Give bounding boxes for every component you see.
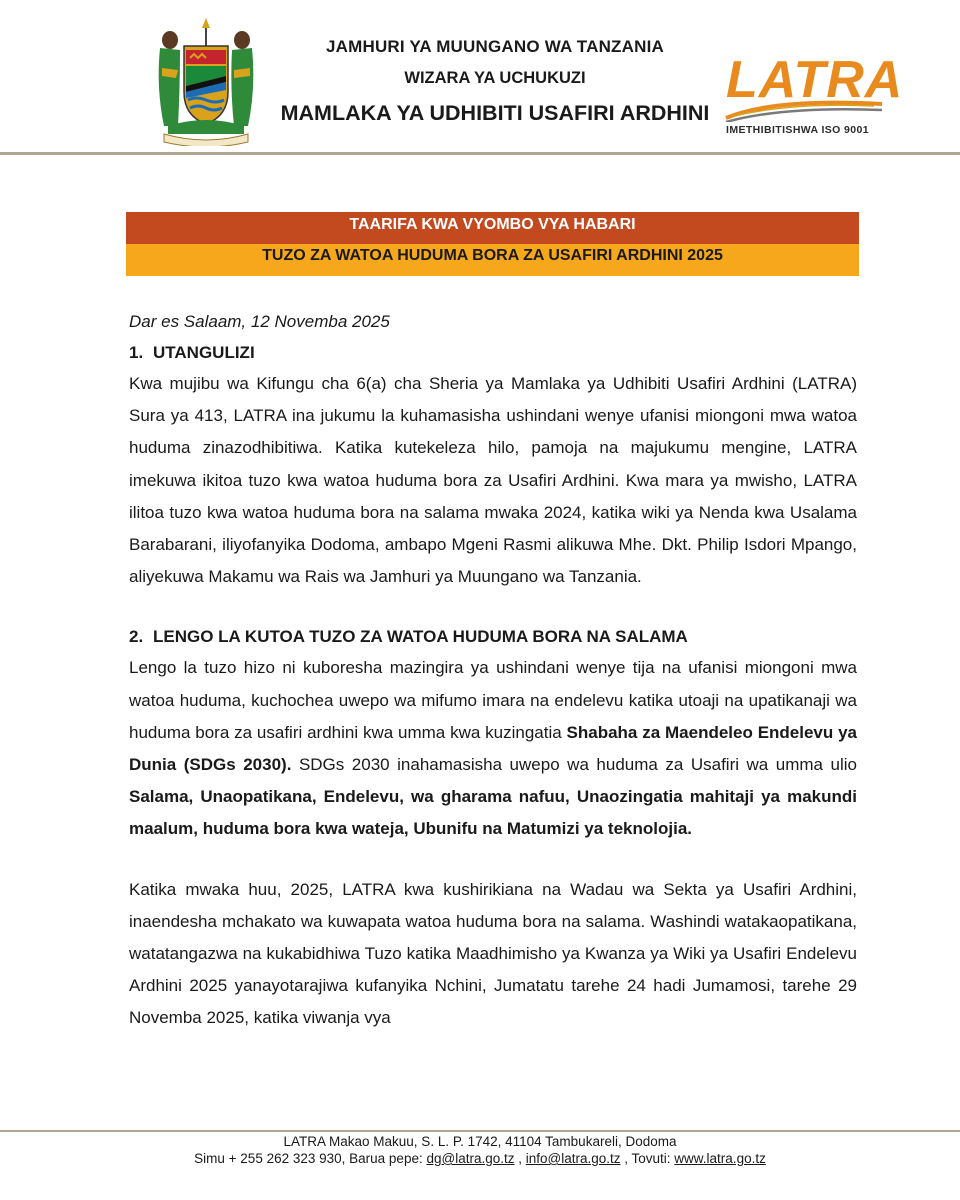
footer-address: LATRA Makao Makuu, S. L. P. 1742, 41104 Tambukareli, Dodoma: [283, 1134, 677, 1149]
section-2-paragraph-2: Katika mwaka huu, 2025, LATRA kwa kushirikiana na Wadau wa Sekta ya Usafiri Ardhini, inaendesha mchakato wa kuwapata watoa huduma bora na salama. Washindi watakaopatikana, watatangazwa na kukabidhiwa Tuzo katika Maadhimisho ya Kwanza ya Wiki ya Usafiri Endelevu Ardhini 2025 yanayotarajiwa kufanyika Nchini, Jumatatu tarehe 24 hadi Jumamosi, tarehe 29 Novemba 2025, katika viwanja vya: [129, 879, 857, 1028]
iso-certification: IMETHIBITISHWA ISO 9001: [726, 124, 870, 136]
footer: [0, 1133, 960, 1167]
press-release-title: TAARIFA KWA VYOMBO VYA HABARI: [126, 212, 859, 244]
separator: ,: [514, 1151, 526, 1166]
authority-name: MAMLAKA YA UDHIBITI USAFIRI ARDHINI: [280, 101, 710, 125]
section-1-paragraph: Kwa mujibu wa Kifungu cha 6(a) cha Sheria ya Mamlaka ya Udhibiti Usafiri Ardhini (LATRA) Sura ya 413, LATRA ina jukumu la kuhamasisha ushindani wenye ufanisi miongoni mwa watoa huduma zinazodhibitiwa. Katika kutekeleza hilo, pamoja na majukumu mengine, LATRA imekuwa ikitoa tuzo kwa watoa huduma bora za Usafiri Ardhini. Kwa mara ya mwisho, LATRA ilitoa tuzo kwa watoa huduma bora na salama mwaka 2024, katika wiki ya Nenda kwa Usalama Barabarani, iliyofanyika Dodoma, ambapo Mgeni Rasmi alikuwa Mhe. Dkt. Philip Isdori Mpango, aliyekuwa Makamu wa Rais wa Jamhuri ya Muungano wa Tanzania.: [129, 374, 857, 587]
section-1-heading: [129, 337, 857, 368]
text-run: SDGs 2030 inahamasisha uwepo wa huduma za Usafiri wa umma ulio: [291, 755, 857, 775]
email-link-dg[interactable]: dg@latra.go.tz: [426, 1151, 515, 1166]
footer-contacts: [0, 1150, 960, 1167]
tanzania-coat-of-arms-icon: [150, 18, 262, 146]
website-link[interactable]: www.latra.go.tz: [674, 1151, 766, 1166]
bold-text-run: Shabaha za Maendeleo Endelevu ya Dunia (SDGs 2030).: [129, 722, 858, 775]
road-swoosh-icon: [724, 96, 884, 122]
document-body: [129, 306, 857, 1035]
section-2-paragraph-1: [129, 652, 857, 845]
email-link-info[interactable]: info@latra.go.tz: [525, 1151, 621, 1166]
section-number: 1.: [129, 343, 144, 362]
latra-logo: [724, 51, 904, 138]
date-line: Dar es Salaam, 12 Novemba 2025: [129, 312, 390, 331]
website-label: , Tovuti:: [620, 1151, 675, 1166]
republic-name: JAMHURI YA MUUNGANO WA TANZANIA: [325, 37, 664, 56]
latra-logo-text: LATRA: [726, 51, 904, 109]
press-release-subtitle: TUZO ZA WATOA HUDUMA BORA ZA USAFIRI ARDHINI 2025: [126, 244, 859, 276]
ministry-name: WIZARA YA UCHUKUZI: [404, 69, 586, 87]
letterhead: [0, 0, 960, 154]
section-title: UTANGULIZI: [153, 343, 255, 362]
header-divider: [0, 152, 960, 155]
phone-text: Simu + 255 262 323 930, Barua pepe:: [194, 1151, 427, 1166]
section-title: LENGO LA KUTOA TUZO ZA WATOA HUDUMA BORA NA SALAMA: [153, 627, 688, 647]
text-run: Lengo la tuzo hizo ni kuboresha mazingira ya ushindani wenye tija na ufanisi miongoni mwa watoa huduma, kuchochea uwepo wa mifumo imara na endelevu katika utoaji na upatikanaji wa huduma bora za usafiri ardhini kwa umma kwa kuzingatia: [129, 658, 857, 742]
section-number: 2.: [129, 627, 144, 647]
government-heading: [270, 36, 720, 126]
bold-text-run: Salama, Unaopatikana, Endelevu, wa gharama nafuu, Unaozingatia mahitaji ya makundi maalum, huduma bora kwa wateja, Ubunifu na Matumizi ya teknolojia.: [129, 787, 857, 839]
footer-divider: [0, 1130, 960, 1132]
section-2-heading: [129, 621, 857, 652]
